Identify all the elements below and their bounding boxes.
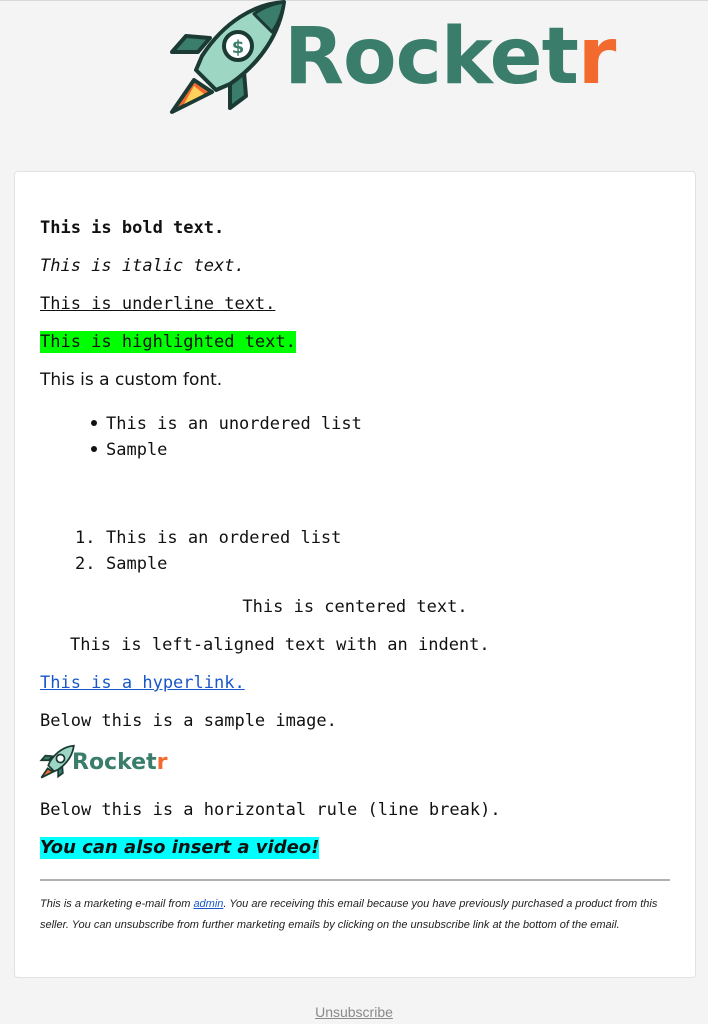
email-card bbox=[14, 171, 696, 978]
rocket-icon bbox=[39, 744, 75, 780]
bullet-icon bbox=[91, 446, 97, 452]
unsubscribe-link[interactable]: Unsubscribe bbox=[315, 1004, 393, 1020]
list-item: Sample bbox=[106, 440, 168, 460]
bullet-icon bbox=[91, 420, 97, 426]
hyperlink[interactable]: This is a hyperlink. bbox=[40, 673, 245, 693]
list-item: Sample bbox=[106, 554, 168, 574]
svg-text:$: $ bbox=[231, 37, 245, 58]
centered-text: This is centered text. bbox=[242, 597, 468, 617]
italic-text: This is italic text. bbox=[40, 256, 245, 276]
rocket-icon bbox=[164, 0, 288, 116]
brand-wordmark-small: Rocketr bbox=[72, 750, 168, 775]
header-logo bbox=[160, 0, 616, 120]
underline-text: This is underline text. bbox=[40, 294, 276, 314]
video-text: You can also insert a video! bbox=[40, 837, 320, 858]
list-number: 1. bbox=[75, 528, 96, 548]
custom-font-text: This is a custom font. bbox=[40, 370, 223, 390]
brand-wordmark: Rocketr bbox=[284, 12, 616, 102]
list-number: 2. bbox=[75, 554, 96, 574]
hr-caption: Below this is a horizontal rule (line break). bbox=[40, 800, 501, 820]
bold-text: This is bold text. bbox=[40, 218, 225, 238]
admin-link[interactable]: admin bbox=[193, 898, 224, 910]
footer-disclaimer: This is a marketing e-mail from admin. You are receiving this email because you have previously purchased a product from this seller. You can unsubscribe from further marketing emails by clicking on the unsubscribe link at the bottom of the email. bbox=[40, 898, 658, 931]
sample-image bbox=[39, 744, 169, 784]
image-caption: Below this is a sample image. bbox=[40, 711, 337, 731]
list-item: This is an ordered list bbox=[106, 528, 342, 548]
horizontal-rule bbox=[40, 879, 670, 881]
indented-text: This is left-aligned text with an indent. bbox=[70, 635, 490, 655]
highlighted-text: This is highlighted text. bbox=[40, 332, 296, 352]
list-item: This is an unordered list bbox=[106, 414, 362, 434]
